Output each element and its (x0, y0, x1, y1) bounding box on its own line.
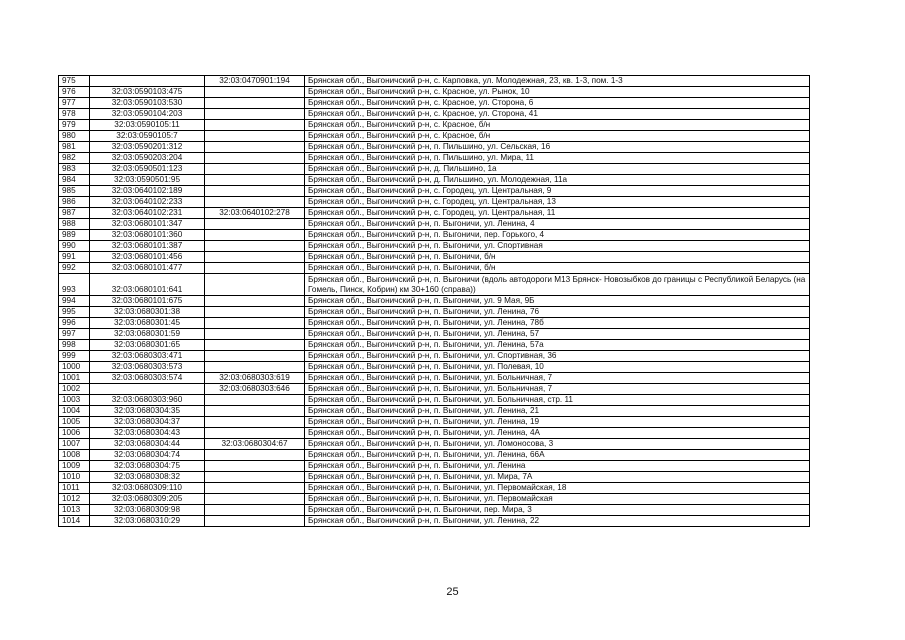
table-row (59, 472, 810, 483)
cadastral-number-cell: 32:03:0590501:123 (90, 164, 205, 175)
related-cadastral-number-cell (205, 241, 305, 252)
address-cell: Брянская обл., Выгоничский р-н, с. Красное, ул. Сторона, 6 (305, 98, 810, 109)
address-cell: Брянская обл., Выгоничский р-н, п. Выгоничи, ул. Полевая, 10 (305, 362, 810, 373)
table-row (59, 461, 810, 472)
cadastral-number-cell: 32:03:0680303:574 (90, 373, 205, 384)
address-cell: Брянская обл., Выгоничский р-н, с. Красное, б/н (305, 120, 810, 131)
address-cell: Брянская обл., Выгоничский р-н, п. Выгоничи, ул. Ленина, 76 (305, 307, 810, 318)
related-cadastral-number-cell (205, 472, 305, 483)
address-cell: Брянская обл., Выгоничский р-н, п. Выгоничи, б/н (305, 252, 810, 263)
row-number-cell: 982 (59, 153, 90, 164)
table-row (59, 208, 810, 219)
row-number-cell: 980 (59, 131, 90, 142)
row-number-cell: 994 (59, 296, 90, 307)
row-number-cell: 1003 (59, 395, 90, 406)
row-number-cell: 1007 (59, 439, 90, 450)
row-number-cell: 1000 (59, 362, 90, 373)
row-number-cell: 1008 (59, 450, 90, 461)
row-number-cell: 987 (59, 208, 90, 219)
row-number-cell: 979 (59, 120, 90, 131)
cadastral-number-cell: 32:03:0640102:231 (90, 208, 205, 219)
address-cell: Брянская обл., Выгоничский р-н, п. Выгоничи, ул. 9 Мая, 9Б (305, 296, 810, 307)
cadastral-number-cell: 32:03:0680101:477 (90, 263, 205, 274)
cadastral-number-cell: 32:03:0590501:95 (90, 175, 205, 186)
cadastral-number-cell: 32:03:0590203:204 (90, 153, 205, 164)
row-number-cell: 996 (59, 318, 90, 329)
related-cadastral-number-cell (205, 307, 305, 318)
related-cadastral-number-cell (205, 494, 305, 505)
related-cadastral-number-cell (205, 516, 305, 527)
address-cell: Брянская обл., Выгоничский р-н, с. Красное, б/н (305, 131, 810, 142)
related-cadastral-number-cell (205, 274, 305, 296)
table-row (59, 175, 810, 186)
cadastral-number-cell: 32:03:0590105:11 (90, 120, 205, 131)
related-cadastral-number-cell (205, 109, 305, 120)
related-cadastral-number-cell (205, 483, 305, 494)
table-row (59, 351, 810, 362)
address-cell: Брянская обл., Выгоничский р-н, п. Выгоничи, ул. Спортивная, 36 (305, 351, 810, 362)
address-cell: Брянская обл., Выгоничский р-н, с. Карповка, ул. Молодежная, 23, кв. 1-3, пом. 1-3 (305, 76, 810, 87)
cadastral-number-cell: 32:03:0680309:205 (90, 494, 205, 505)
row-number-cell: 981 (59, 142, 90, 153)
table-row (59, 406, 810, 417)
table-row (59, 76, 810, 87)
cadastral-number-cell: 32:03:0640102:189 (90, 186, 205, 197)
related-cadastral-number-cell (205, 406, 305, 417)
address-cell: Брянская обл., Выгоничский р-н, п. Выгоничи, ул. Первомайская (305, 494, 810, 505)
related-cadastral-number-cell (205, 351, 305, 362)
related-cadastral-number-cell (205, 362, 305, 373)
related-cadastral-number-cell (205, 505, 305, 516)
table-row (59, 505, 810, 516)
row-number-cell: 989 (59, 230, 90, 241)
cadastral-number-cell: 32:03:0680309:98 (90, 505, 205, 516)
related-cadastral-number-cell: 32:03:0680304:67 (205, 439, 305, 450)
cadastral-number-cell: 32:03:0680310:29 (90, 516, 205, 527)
address-cell: Брянская обл., Выгоничский р-н, п. Выгоничи, ул. Ленина (305, 461, 810, 472)
address-cell: Брянская обл., Выгоничский р-н, п. Выгоничи, ул. Больничная, 7 (305, 384, 810, 395)
cadastral-number-cell: 32:03:0680304:35 (90, 406, 205, 417)
related-cadastral-number-cell (205, 197, 305, 208)
row-number-cell: 1002 (59, 384, 90, 395)
address-cell: Брянская обл., Выгоничский р-н, п. Выгоничи (вдоль автодороги М13 Брянск- Новозыбков до границы с Республикой Беларусь (на Гомель, Пинск, Кобрин) км 30+160 (справа)) (305, 274, 810, 296)
cadastral-number-cell: 32:03:0680101:456 (90, 252, 205, 263)
related-cadastral-number-cell: 32:03:0470901:194 (205, 76, 305, 87)
cadastral-number-cell (90, 76, 205, 87)
row-number-cell: 985 (59, 186, 90, 197)
cadastral-number-cell: 32:03:0680303:573 (90, 362, 205, 373)
cadastral-number-cell: 32:03:0680304:75 (90, 461, 205, 472)
table-row (59, 516, 810, 527)
address-cell: Брянская обл., Выгоничский р-н, п. Выгоничи, ул. Ленина, 22 (305, 516, 810, 527)
row-number-cell: 997 (59, 329, 90, 340)
row-number-cell: 993 (59, 274, 90, 296)
cadastral-number-cell: 32:03:0680101:641 (90, 274, 205, 296)
table-row (59, 197, 810, 208)
cadastral-number-cell: 32:03:0680301:38 (90, 307, 205, 318)
address-cell: Брянская обл., Выгоничский р-н, п. Выгоничи, ул. Ломоносова, 3 (305, 439, 810, 450)
address-cell: Брянская обл., Выгоничский р-н, с. Красное, ул. Рынок, 10 (305, 87, 810, 98)
table-row (59, 274, 810, 296)
row-number-cell: 1011 (59, 483, 90, 494)
row-number-cell: 977 (59, 98, 90, 109)
table-row (59, 428, 810, 439)
row-number-cell: 1012 (59, 494, 90, 505)
row-number-cell: 1004 (59, 406, 90, 417)
related-cadastral-number-cell (205, 98, 305, 109)
address-cell: Брянская обл., Выгоничский р-н, п. Выгоничи, ул. Первомайская, 18 (305, 483, 810, 494)
address-cell: Брянская обл., Выгоничский р-н, п. Выгоничи, ул. Ленина, 21 (305, 406, 810, 417)
related-cadastral-number-cell (205, 186, 305, 197)
cadastral-number-cell: 32:03:0680304:74 (90, 450, 205, 461)
cadastral-number-cell: 32:03:0590104:203 (90, 109, 205, 120)
related-cadastral-number-cell (205, 120, 305, 131)
row-number-cell: 986 (59, 197, 90, 208)
related-cadastral-number-cell (205, 296, 305, 307)
cadastral-number-cell: 32:03:0590103:530 (90, 98, 205, 109)
address-cell: Брянская обл., Выгоничский р-н, п. Выгоничи, ул. Спортивная (305, 241, 810, 252)
related-cadastral-number-cell (205, 87, 305, 98)
row-number-cell: 1013 (59, 505, 90, 516)
related-cadastral-number-cell (205, 219, 305, 230)
address-cell: Брянская обл., Выгоничский р-н, п. Выгоничи, ул. Ленина, 66А (305, 450, 810, 461)
table-row (59, 219, 810, 230)
row-number-cell: 976 (59, 87, 90, 98)
address-cell: Брянская обл., Выгоничский р-н, с. Городец, ул. Центральная, 13 (305, 197, 810, 208)
cadastral-number-cell: 32:03:0680101:675 (90, 296, 205, 307)
table-row (59, 494, 810, 505)
register-table-body (59, 76, 810, 527)
table-row (59, 164, 810, 175)
address-cell: Брянская обл., Выгоничский р-н, п. Выгоничи, ул. Ленина, 19 (305, 417, 810, 428)
row-number-cell: 984 (59, 175, 90, 186)
row-number-cell: 1009 (59, 461, 90, 472)
address-cell: Брянская обл., Выгоничский р-н, п. Выгоничи, ул. Ленина, 4 (305, 219, 810, 230)
table-row (59, 329, 810, 340)
related-cadastral-number-cell (205, 142, 305, 153)
cadastral-number-cell: 32:03:0590105:7 (90, 131, 205, 142)
row-number-cell: 1001 (59, 373, 90, 384)
row-number-cell: 983 (59, 164, 90, 175)
row-number-cell: 999 (59, 351, 90, 362)
cadastral-number-cell (90, 384, 205, 395)
cadastral-number-cell: 32:03:0680308:32 (90, 472, 205, 483)
address-cell: Брянская обл., Выгоничский р-н, п. Пильшино, ул. Мира, 11 (305, 153, 810, 164)
address-cell: Брянская обл., Выгоничский р-н, п. Выгоничи, ул. Больничная, 7 (305, 373, 810, 384)
row-number-cell: 991 (59, 252, 90, 263)
table-row (59, 373, 810, 384)
cadastral-number-cell: 32:03:0680101:387 (90, 241, 205, 252)
cadastral-number-cell: 32:03:0680301:59 (90, 329, 205, 340)
table-row (59, 109, 810, 120)
address-cell: Брянская обл., Выгоничский р-н, п. Пильшино, ул. Сельская, 16 (305, 142, 810, 153)
address-cell: Брянская обл., Выгоничский р-н, д. Пильшино, ул. Молодежная, 11а (305, 175, 810, 186)
table-row (59, 98, 810, 109)
address-cell: Брянская обл., Выгоничский р-н, п. Выгоничи, б/н (305, 263, 810, 274)
table-row (59, 153, 810, 164)
related-cadastral-number-cell (205, 395, 305, 406)
related-cadastral-number-cell (205, 263, 305, 274)
table-row (59, 142, 810, 153)
cadastral-number-cell: 32:03:0680101:360 (90, 230, 205, 241)
address-cell: Брянская обл., Выгоничский р-н, п. Выгоничи, ул. Больничная, стр. 11 (305, 395, 810, 406)
cadastral-number-cell: 32:03:0680301:45 (90, 318, 205, 329)
table-row (59, 362, 810, 373)
related-cadastral-number-cell (205, 461, 305, 472)
table-row (59, 87, 810, 98)
cadastral-number-cell: 32:03:0680304:44 (90, 439, 205, 450)
related-cadastral-number-cell: 32:03:0640102:278 (205, 208, 305, 219)
page-number: 25 (446, 586, 459, 598)
table-row (59, 252, 810, 263)
related-cadastral-number-cell (205, 175, 305, 186)
address-cell: Брянская обл., Выгоничский р-н, п. Выгоничи, пер. Мира, 3 (305, 505, 810, 516)
related-cadastral-number-cell (205, 428, 305, 439)
cadastral-number-cell: 32:03:0640102:233 (90, 197, 205, 208)
address-cell: Брянская обл., Выгоничский р-н, д. Пильшино, 1а (305, 164, 810, 175)
address-cell: Брянская обл., Выгоничский р-н, п. Выгоничи, ул. Ленина, 57 (305, 329, 810, 340)
cadastral-number-cell: 32:03:0680101:347 (90, 219, 205, 230)
cadastral-number-cell: 32:03:0680303:960 (90, 395, 205, 406)
related-cadastral-number-cell (205, 340, 305, 351)
related-cadastral-number-cell (205, 230, 305, 241)
cadastral-number-cell: 32:03:0680304:37 (90, 417, 205, 428)
cadastral-number-cell: 32:03:0680303:471 (90, 351, 205, 362)
row-number-cell: 988 (59, 219, 90, 230)
cadastral-number-cell: 32:03:0680304:43 (90, 428, 205, 439)
row-number-cell: 975 (59, 76, 90, 87)
cadastral-number-cell: 32:03:0590201:312 (90, 142, 205, 153)
address-cell: Брянская обл., Выгоничский р-н, п. Выгоничи, ул. Ленина, 4А (305, 428, 810, 439)
row-number-cell: 1006 (59, 428, 90, 439)
cadastral-number-cell: 32:03:0680301:65 (90, 340, 205, 351)
address-cell: Брянская обл., Выгоничский р-н, с. Городец, ул. Центральная, 11 (305, 208, 810, 219)
row-number-cell: 1014 (59, 516, 90, 527)
related-cadastral-number-cell (205, 131, 305, 142)
related-cadastral-number-cell (205, 417, 305, 428)
row-number-cell: 998 (59, 340, 90, 351)
table-row (59, 439, 810, 450)
register-table (58, 75, 810, 527)
table-row (59, 186, 810, 197)
address-cell: Брянская обл., Выгоничский р-н, п. Выгоничи, пер. Горького, 4 (305, 230, 810, 241)
row-number-cell: 992 (59, 263, 90, 274)
table-row (59, 307, 810, 318)
table-row (59, 483, 810, 494)
related-cadastral-number-cell (205, 252, 305, 263)
address-cell: Брянская обл., Выгоничский р-н, п. Выгоничи, ул. Ленина, 57а (305, 340, 810, 351)
row-number-cell: 978 (59, 109, 90, 120)
cadastral-number-cell: 32:03:0590103:475 (90, 87, 205, 98)
table-row (59, 120, 810, 131)
row-number-cell: 995 (59, 307, 90, 318)
table-row (59, 241, 810, 252)
address-cell: Брянская обл., Выгоничский р-н, с. Городец, ул. Центральная, 9 (305, 186, 810, 197)
related-cadastral-number-cell: 32:03:0680303:646 (205, 384, 305, 395)
row-number-cell: 1005 (59, 417, 90, 428)
address-cell: Брянская обл., Выгоничский р-н, с. Красное, ул. Сторона, 41 (305, 109, 810, 120)
related-cadastral-number-cell (205, 450, 305, 461)
row-number-cell: 990 (59, 241, 90, 252)
table-row (59, 395, 810, 406)
table-row (59, 417, 810, 428)
related-cadastral-number-cell (205, 329, 305, 340)
table-row (59, 384, 810, 395)
table-row (59, 450, 810, 461)
table-row (59, 230, 810, 241)
address-cell: Брянская обл., Выгоничский р-н, п. Выгоничи, ул. Мира, 7А (305, 472, 810, 483)
table-row (59, 296, 810, 307)
table-row (59, 318, 810, 329)
row-number-cell: 1010 (59, 472, 90, 483)
table-row (59, 340, 810, 351)
related-cadastral-number-cell: 32:03:0680303:619 (205, 373, 305, 384)
cadastral-number-cell: 32:03:0680309:110 (90, 483, 205, 494)
table-row (59, 131, 810, 142)
address-cell: Брянская обл., Выгоничский р-н, п. Выгоничи, ул. Ленина, 78б (305, 318, 810, 329)
related-cadastral-number-cell (205, 318, 305, 329)
related-cadastral-number-cell (205, 164, 305, 175)
table-row (59, 263, 810, 274)
related-cadastral-number-cell (205, 153, 305, 164)
